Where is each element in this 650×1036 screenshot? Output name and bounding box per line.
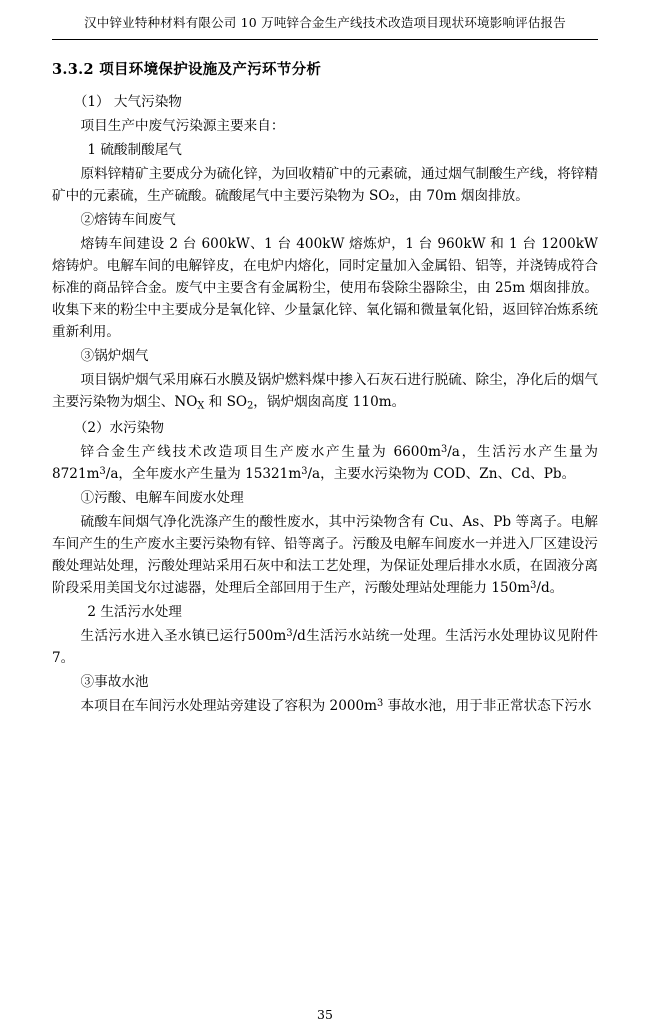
text-run: 锌合金生产线技术改造项目生产废水产生量为 6600m	[80, 443, 441, 460]
paragraph-acid-wastewater-desc	[52, 511, 598, 599]
paragraph-water-pollutants-title: （2）水污染物	[73, 419, 164, 436]
superscript-cubic: 3	[440, 443, 448, 455]
paragraph-boiler-flue-gas-desc	[52, 369, 598, 415]
subscript-so2: 2	[247, 400, 254, 412]
text-run: 本项目在车间污水处理站旁建设了容积为 2000m	[80, 697, 378, 714]
text-run: /a，主要水污染物为 COD、Zn、Cd、Pb。	[307, 465, 576, 482]
superscript-cubic: 3	[377, 697, 384, 709]
paragraph-water-quantities	[52, 441, 598, 485]
paragraph-item-acid-wastewater: ①污酸、电解车间废水处理	[80, 489, 244, 506]
superscript-cubic: 3	[301, 465, 308, 477]
text-run: 项目锅炉烟气采用麻石水膜及锅炉燃料煤中掺入石灰石进行脱硫、除尘，净化后的烟气主要污染物为烟尘、NO	[52, 371, 598, 410]
paragraph-item-boiler-flue-gas: ③锅炉烟气	[80, 347, 149, 364]
paragraph-sulfuric-tail-gas-desc: 原料锌精矿主要成分为硫化锌，为回收精矿中的元素硫，通过烟气制酸生产线，将锌精矿中的元素硫，生产硫酸。硫酸尾气中主要污染物为 SO₂，由 70m 烟囱排放。	[52, 165, 598, 204]
paragraph-item-accident-pool: ③事故水池	[80, 673, 149, 690]
paragraph-item-sulfuric-tail-gas: 1 硫酸制酸尾气	[87, 141, 182, 158]
superscript-cubic: 3	[530, 579, 537, 591]
text-run: /d。	[536, 579, 564, 596]
paragraph-casting-workshop-desc: 熔铸车间建设 2 台 600kW、1 台 400kW 熔炼炉，1 台 960kW 和 1 台 1200kW 熔铸炉。电解车间的电解锌皮，在电炉内熔化，同时定量加入金属铅、铝等，并浇铸成符合标准的商品锌合金。废气中主要含有金属粉尘，使用布袋除尘器除尘，由 25m 烟囱排放。收集下来的粉尘中主要成分是氧化锌、少量氯化锌、氧化镉和微量氧化铅，返回锌冶炼系统重新利用。	[52, 235, 598, 340]
paragraph-air-pollutants-title: （1） 大气污染物	[73, 93, 182, 110]
superscript-cubic: 3	[286, 627, 293, 639]
text-run: 硫酸车间烟气净化洗涤产生的酸性废水，其中污染物含有 Cu、As、Pb 等离子。电解车间产生的生产废水主要污染物有锌、铅等离子。污酸及电解车间废水一并进入厂区建设污酸处理站处理，污酸处理站采用石灰中和法工艺处理，为保证处理后排水水质，在固液分离阶段采用美国戈尔过滤器，处理后全部回用于生产，污酸处理站处理能力 150m	[52, 513, 598, 596]
text-run: /d生活污水站统一处理。生活污水处理协议见附件7。	[52, 627, 598, 666]
paragraph-item-casting-workshop-gas: ②熔铸车间废气	[80, 211, 176, 228]
text-run: /a，全年废水产生量为 15321m	[105, 465, 302, 482]
superscript-cubic: 3	[99, 465, 106, 477]
text-run: /a，生活污水产生量为 8721m	[52, 443, 598, 482]
paragraph-item-domestic-sewage: 2 生活污水处理	[87, 603, 182, 620]
subscript-nox: X	[197, 400, 205, 412]
text-run: ，锅炉烟囱高度 110m。	[253, 393, 406, 410]
page-number: 35	[317, 1007, 333, 1022]
paragraph-air-sources-intro: 项目生产中废气污染源主要来自：	[80, 117, 285, 134]
document-header: 汉中锌业特种材料有限公司 10 万吨锌合金生产线技术改造项目现状环境影响评估报告	[52, 14, 598, 40]
section-heading: 3.3.2 项目环境保护设施及产污环节分析	[52, 60, 322, 78]
text-run: 生活污水进入圣水镇已运行500m	[80, 627, 287, 644]
text-run: 事故水池，用于非正常状态下污水	[383, 697, 592, 714]
paragraph-domestic-sewage-desc	[52, 625, 598, 669]
paragraph-accident-pool-desc	[52, 695, 598, 717]
text-run: 和 SO	[204, 393, 248, 410]
